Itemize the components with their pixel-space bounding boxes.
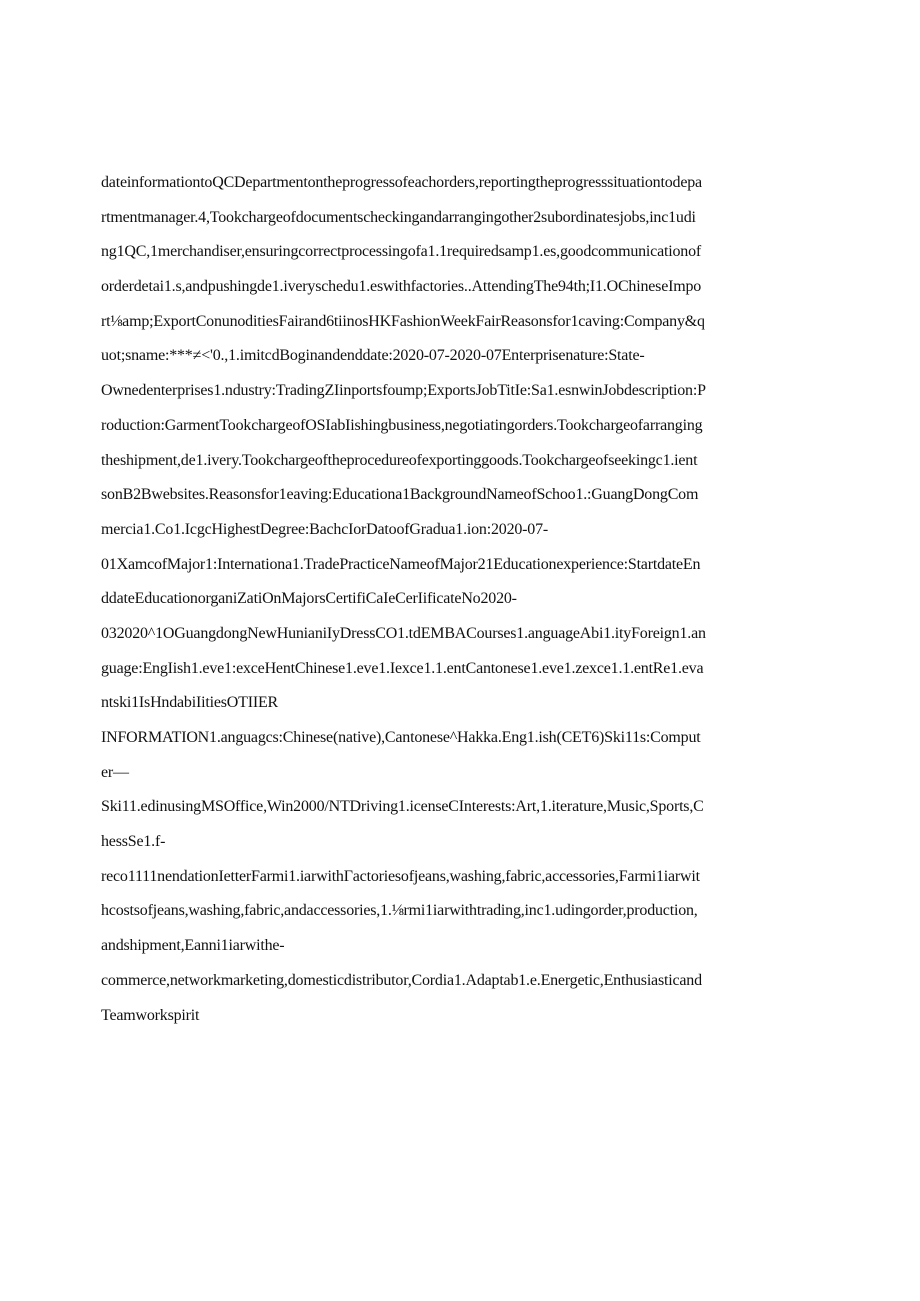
text-line: guage:EngIish1.eve1:exceHentChinese1.eve1.Iexce1.1.entCantonese1.eve1.zexce1.1.entRe1.eva [101,659,704,677]
text-line: INFORMATION1.anguagcs:Chinese(native),Cantonese^Hakka.Eng1.ish(CET6)Ski11s:Comput [101,729,701,746]
text-line: Teamworkspirit [101,1006,200,1024]
text-line: orderdetai1.s,andpushingde1.iveryschedu1.eswithfactories..AttendingThe94th;I1.OChineseImpo [101,278,702,296]
text-line: mercia1.Co1.IcgcHighestDegree:BachcIorDatoofGradua1.ion:2020-07- [101,520,549,538]
text-line: 01XamcofMajor1:Internationa1.TradePracticeNameofMajor21Educationexperience:StartdateEn [101,555,701,573]
text-line: rtmentmanager.4,Tookchargeofdocumentscheckingandarrangingother2subordinatesjobs,inc1udi [101,208,696,226]
text-line: andshipment,Eanni1iarwithe- [101,937,285,955]
text-line: hcostsofjeans,washing,fabric,andaccessories,1.⅛rmi1iarwithtrading,inc1.udingorder,production, [101,902,698,920]
text-line: rt⅛amp;ExportConunoditiesFairand6tiinosHKFashionWeekFairReasonsfor1caving:Company&q [101,312,705,330]
text-line: er— [101,763,129,781]
text-line: reco1111nendationIetterFarmi1.iarwithΓactoriesofjeans,washing,fabric,accessories,Farmi1iarwit [101,867,700,885]
text-line: commerce,networkmarketing,domesticdistributor,Cordia1.Adaptab1.e.Energetic,Enthusiasticand [101,971,702,989]
text-line: uot;sname:***≠<'0.,1.imitcdBoginandenddate:2020-07-2020-07Enterprisenature:State- [101,347,645,365]
text-line: Ski11.edinusingMSOffice,Win2000/NTDriving1.icenseCInterests:Art,1.iterature,Music,Sports,C [101,798,704,816]
text-line: roduction:GarmentTookchargeofOSIabIishingbusiness,negotiatingorders.Tookchargeofarranging [101,416,703,434]
text-line: Ownedenterprises1.ndustry:TradingZIinportsfoump;ExportsJobTitIe:Sa1.esnwinJobdescription:P [101,382,706,400]
text-line: ddateEducationorganiZatiOnMajorsCertifiCaIeCerIificateNo2020- [101,590,517,608]
text-line: ntski1IsHndabiIitiesOTIIER [101,694,278,712]
body-text [101,166,801,1033]
text-line: sonB2Bwebsites.Reasonsfor1eaving:Educationa1BackgroundNameofSchoo1.:GuangDongCom [101,486,699,504]
text-line: dateinformationtoQCDepartmentontheprogressofeachorders,reportingtheprogresssituationtodepa [101,174,702,191]
text-line: theshipment,de1.ivery.Tookchargeoftheprocedureofexportinggoods.Tookchargeofseekingc1.ient [101,451,698,469]
text-line: hessSe1.f- [101,833,166,851]
text-line: 032020^1OGuangdongNewHunianiIyDressCO1.tdEMBACourses1.anguageAbi1.ityForeign1.an [101,624,706,642]
text-line: ng1QC,1merchandiser,ensuringcorrectprocessingofa1.1requiredsamp1.es,goodcommunicationof [101,243,701,261]
